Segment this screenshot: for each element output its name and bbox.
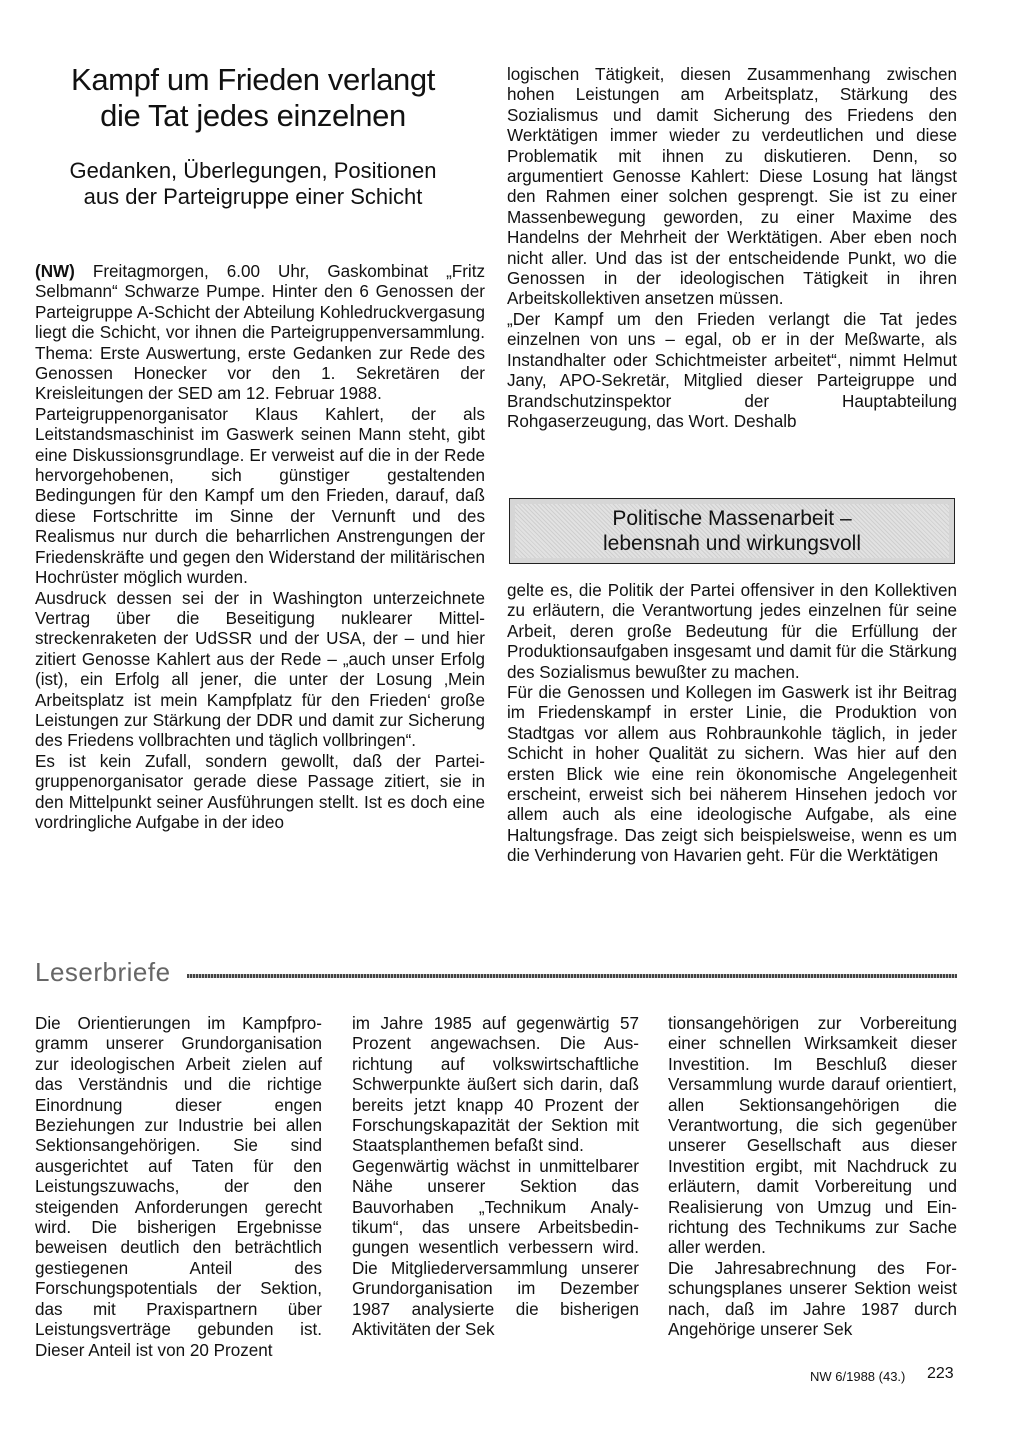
source-tag: (NW) [35, 262, 75, 281]
article-column-2-top [507, 65, 957, 432]
letter-paragraph: Die Jahresabrechnung des Forschungsplanes unserer Sektion weist nach, daß im Jahre 1987 durch Angehörige unserer Sek [668, 1258, 957, 1340]
headline-line-2: die Tat jedes einzelnen [100, 98, 406, 133]
issue-reference: NW 6/1988 (43.) [810, 1369, 906, 1384]
intertitle [603, 506, 861, 556]
letters-column-1 [35, 1014, 322, 1361]
article-paragraph: Es ist kein Zufall, sondern gewollt, daß der Parteigruppenorganisator gerade diese Passage zitiert, sie in den Mittelpunkt seiner Ausführungen stellt. Ist es doch eine vordringliche Aufgabe in der ideo [35, 751, 485, 832]
intertitle-line-2: lebensnah und wirkungsvoll [603, 532, 861, 555]
article-column-1 [35, 262, 485, 833]
intertitle-box [509, 498, 955, 564]
article-paragraph: „Der Kampf um den Frieden verlangt die Tat jedes einzelnen von uns – egal, ob er in der Meßwarte, als Instandhalter oder Schichtmeister arbeitet“, nimmt Helmut Jany, APO-Sekretär, Mitglied dieser Parteigruppe und Brandschutzinspektor der Hauptabteilung Rohgaserzeugung, das Wort. Deshalb [507, 309, 957, 431]
letter-paragraph: tionsangehörigen zur Vorbereitung einer schnellen Wirksamkeit dieser Investition. Im Beschluß dieser Versammlung wurde darauf orientiert, allen Sektionsangehörigen die Verantwortung, die sich gegenüber unserer Gesellschaft aus dieser Investition ergibt, mit Nachdruck zu erläutern, damit Vorbereitung und Realisierung von Umzug und Einrichtung des Technikums zur Sache aller werden. [668, 1014, 957, 1258]
article-subheadline [30, 158, 476, 210]
letter-paragraph: im Jahre 1985 auf gegenwärtig 57 Prozent angewachsen. Die Ausrichtung auf volkswirtschaftliche Schwerpunkte äußert sich darin, daß bereits jetzt knapp 40 Prozent der Forschungskapazität der Sektion mit Staatsplanthemen befaßt sind. [352, 1014, 639, 1156]
intertitle-line-1: Politische Massenarbeit – [612, 507, 852, 530]
letters-column-2 [352, 1014, 639, 1341]
article-paragraph: Für die Genossen und Kollegen im Gaswerk ist ihr Beitrag im Friedenskampf in erster Linie, die Produktion von Stadtgas vor allem aus Rohbraunkohle täglich, in jeder Schicht in hoher Qualität zu sichern. Was hier auf den ersten Blick wie eine rein ökonomische Angelegenheit erscheint, erweist sich bei näherem Hinsehen jedoch vor allem auch als eine ideologische Aufgabe, als eine Haltungsfrage. Das zeigt sich beispielsweise, wenn es um die Verhinderung von Havarien geht. Für die Werktätigen [507, 683, 957, 866]
page-number: 223 [927, 1365, 954, 1382]
rubric-rule [187, 974, 957, 978]
article-paragraph: logischen Tätigkeit, diesen Zusammenhang zwischen hohen Leistungen am Arbeitsplatz, Stärkung des Sozialismus und damit Sicherung des Friedens den Werktätigen immer wieder zu verdeutlichen und diese Problematik mit ihnen zu diskutieren. Denn, so argumentiert Genosse Kahlert: Diese Losung hat längst den Rahmen einer solchen gesprengt. Sie ist zu einer Massenbewegung geworden, zu einer Maxime des Handelns der Mehrheit der Werktätigen. Aber eben noch nicht aller. Und das ist der entscheidende Punkt, wo die Genossen in der ideologischen Tätigkeit in ihren Arbeitskollektiven ansetzen müssen. [507, 65, 957, 309]
letters-rubric-row [35, 958, 957, 986]
letters-rubric-title: Leserbriefe [35, 957, 171, 987]
subhead-line-2: aus der Parteigruppe einer Schicht [83, 184, 423, 209]
letter-paragraph: Die Orientierungen im Kampfprogramm unserer Grundorganisation zur ideologischen Arbeit zielen auf das Verständnis und die richtige Einordnung dieser engen Beziehungen zur Industrie bei allen Sektionsangehörigen. Sie sind ausgerichtet auf Taten für den Leistungszuwachs, der den steigenden Anforderungen gerecht wird. Die bisherigen Ergebnisse beweisen deutlich den beträchtlich gestiegenen Anteil des Forschungspotentials der Sektion, das mit Praxispartnern über Leistungsverträge gebunden ist. Dieser Anteil ist von 20 Prozent [35, 1014, 322, 1360]
article-paragraph-text: Freitagmorgen, 6.00 Uhr, Gaskombinat „Fritz Selbmann“ Schwarze Pumpe. Hinter den 6 Genossen der Parteigruppe A-Schicht der Abteilung Kohledruckvergasung liegt die Schicht, vor ihnen die Parteigruppenversammlung. Thema: Erste Auswertung, erste Gedanken zur Rede des Genossen Honecker vor den 1. Sekretären der Kreisleitungen der SED am 12. Februar 1988. [35, 262, 486, 404]
subhead-line-1: Gedanken, Überlegungen, Positionen [69, 158, 437, 183]
intertitle-box-screen [515, 504, 949, 558]
letters-column-3 [668, 1014, 957, 1341]
article-paragraph: Ausdruck dessen sei der in Washington unterzeichnete Vertrag über die Beseitigung nuklearer Mittelstreckenraketen der UdSSR und der USA, der – und hier zitiert Genosse Kahlert aus der Rede – „auch unser Erfolg (ist), ein Erfolg all jener, die unter der Losung ‚Mein Arbeitsplatz ist mein Kampfplatz für den Frieden‘ große Leistungen zur Stärkung der DDR und damit zur Sicherung des Friedens vollbrachten und täglich vollbringen“. [35, 588, 485, 751]
letter-paragraph: Gegenwärtig wächst in unmittelbarer Nähe unserer Sektion das Bauvorhaben „Technikum Analytikum“, das unsere Arbeitsbedingungen wesentlich verbessern wird. Die Mitgliederversammlung unserer Grundorganisation im Dezember 1987 analysierte die bisherigen Aktivitäten der Sek [352, 1156, 639, 1340]
article-paragraph: gelte es, die Politik der Partei offensiver in den Kollektiven zu erläutern, die Verantwortung jedes einzelnen für seine Arbeit, deren große Bedeutung für die Erfüllung der Produktionsaufgaben insgesamt und damit für die Stärkung des Sozialismus bewußter zu machen. [507, 581, 957, 682]
article-paragraph: Parteigruppenorganisator Klaus Kahlert, der als Leitstandsmaschinist im Gaswerk seinen Mann steht, gibt eine Diskussionsgrundlage. Er verweist auf die in der Rede hervorgehobenen, sich günstiger gestaltenden Bedingungen für den Kampf um den Frieden, darauf, daß diese Fortschritte im Sinne der Vernunft und des Realismus nur durch die beharrlichen Anstrengungen der Friedenskräfte und gegen den Widerstand der militärischen Hochrüster möglich wurden. [35, 404, 485, 588]
article-paragraph [35, 262, 485, 405]
article-headline [30, 62, 476, 134]
headline-line-1: Kampf um Frieden verlangt [71, 62, 435, 97]
article-column-2-bottom [507, 581, 957, 867]
